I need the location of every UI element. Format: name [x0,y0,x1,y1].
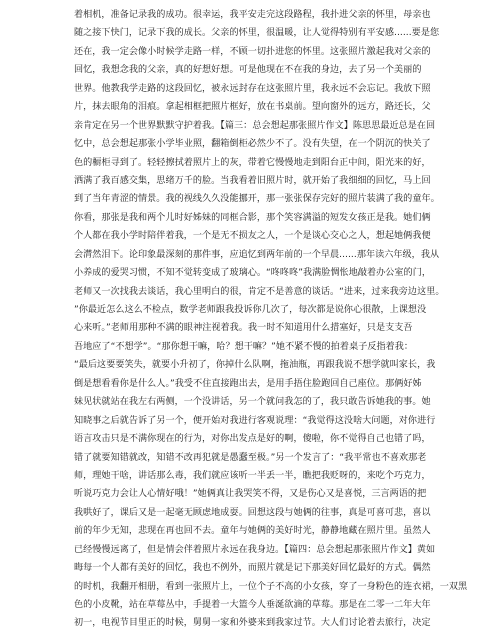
text-line: 听说巧克力会让人心情好哦！”她俩真让我哭笑不得，又是伤心又是喜悦，三言两语的把 [74,489,427,500]
text-line: “最后这要要笑失，就要小升初了，你掉什么队啊，拖油瓶，再跟我说不想学就叫家长，我 [74,360,436,371]
text-line: 吾地应了“不想学”。“那你想干嘛，哈？想干嘛？”她不紧不慢的拍着桌子反指着我： [74,341,414,352]
text-line: 小养成的爱哭习惯，不知不觉转变成了玻璃心。“咚咚咚”我满脸惆怅地敲着办公室的门， [74,268,431,279]
text-line: 会潸然泪下。论印象最深刻的那件事，应追忆到两年前的一个早晨......那年读六年级，我从 [74,249,440,260]
text-line: 色的橱柜寻到了。轻轻擦拭着照片上的灰，带着它慢慢地走到阳台正中间，阳光来的好， [74,157,431,168]
text-line: ”你最近怎么这么不检点，数学老师跟我投诉你几次了，每次都是说你心很散，上课想没 [74,305,427,315]
text-line: 错了就要知错就改，知错不改再犯就是愚蠢至极。”另一个发言了：“我平常也不喜欢那老 [74,452,427,463]
text-line: 到了当年青涩的情景。我的视线久久没能挪开，那一张张保存完好的照片装满了我的童年。 [74,194,440,205]
text-line: 晦每一个人都有美好的回忆，我也不例外，而照片就是记下那美好回忆最好的方式。偶然 [74,563,431,574]
text-line: 前的年少无知，悲现在再也回不去。童年与她俩的美好时光，静静地藏在照片里。虽然人 [74,526,431,537]
text-line: 知晓事之后就告诉了另一个，便开始对我进行客观说理：“我觉得这没啥大问题，对你进行 [74,415,436,426]
text-line: 老师又一次找我去谈话，我心里明白的很，肯定不是善意的谈话。“进来，过来我旁边这里。 [74,286,445,297]
text-line: 师，理她干啥，讲话那么毒，我们就应该听一半丢一半，瞧把我贬呀的，来吃个巧克力， [74,470,431,481]
text-line: 随之接下快门，记录下我的成长。父亲的怀里，很温暖，让人觉得特别有平安感......要是您 [74,28,440,39]
text-line: 的时机，我翻开相册，看到一张照片上，一位个子不高的小女孩，穿了一身粉色的连衣裙，一双黑 [74,581,468,592]
text-line: 你看，那张是我和两个儿时好姊妹的同框合影，那个笑容满溢的短发女孩正是我。她们俩 [74,212,431,223]
text-line: 倒是想看看你是什么人。”我受不住直接跑出去，是用手捂住脸跑回自己座位。那俩好姊 [74,378,422,389]
text-line: 着相机，准备记录我的成功。很幸运，我平安走完这段路程，我扑进父亲的怀里，母亲也 [74,10,431,20]
text-line: 心来听。”老师用那种不满的眼神注视着我。我一时不知道用什么措塞好，只是支支吾 [74,323,413,334]
text-line: 忆中，总会想起那张小学毕业照，翻箱倒柜必然少不了。没有失望，在一个阴沉的快关了 [74,139,431,150]
text-line: 我哄好了，课后又是一起毫无顾虑地成耍。回想这段与她俩的往事，真是可喜可悲，喜以 [74,507,431,518]
text-line: 个人都在我小学时陪伴着我，一个是无不损友之人，一个是谈心交心之人，想起她俩我便 [74,231,431,242]
text-line: 初一，电视节目里正的时候，舅舅一家和外婆来到我家过节。大人们讨论着去旅行，决定 [74,618,431,629]
document-text [74,6,468,633]
text-line: 色的小皮靴，站在草莓丛中，手提着一大篮今人垂涎欲滴的草莓。那是在二零一二年大年 [74,600,431,610]
text-line: 世界。他教我学走路的这段回忆，被永远封存在这张照片里，我永远不会忘记。我放下照 [74,83,431,94]
text-line: 妹见状就站在我左右两侧，一个没讲话，另一个就问我怎的了，我只敢告诉她我的事。她 [74,397,431,408]
text-line: 已经慢慢远离了，但是情会伴着照片永远在我身边。【篇四：总会想起那张照片作文】黄如 [74,544,436,555]
text-line: 回忆，我想念我的父亲，真的好想好想。可是他现在不在我的身边，去了另一个美丽的 [74,65,422,76]
text-line: 片，抹去眼角的泪痕。拿起相框把照片框好，放在书桌前。望向窗外的远方，路还长，父 [74,102,431,113]
text-line: 还在，我一定会像小时候学走路一样，不顾一切扑进您的怀里。这张照片激起我对父亲的 [74,46,431,57]
text-line: 语言攻击只是不满你现在的行为，对你出发点是好的啊，傻啦，你不觉得自己也错了吗， [74,434,431,445]
text-line: 洒满了我百感交集，思绪万千的脸。当我看着旧照片时，就开始了我细细的回忆，马上回 [74,175,431,186]
text-line: 亲肯定在另一个世界默默守护着我。【篇三：总会想起那张照片作文】陈思思最近总是在回 [74,120,436,131]
